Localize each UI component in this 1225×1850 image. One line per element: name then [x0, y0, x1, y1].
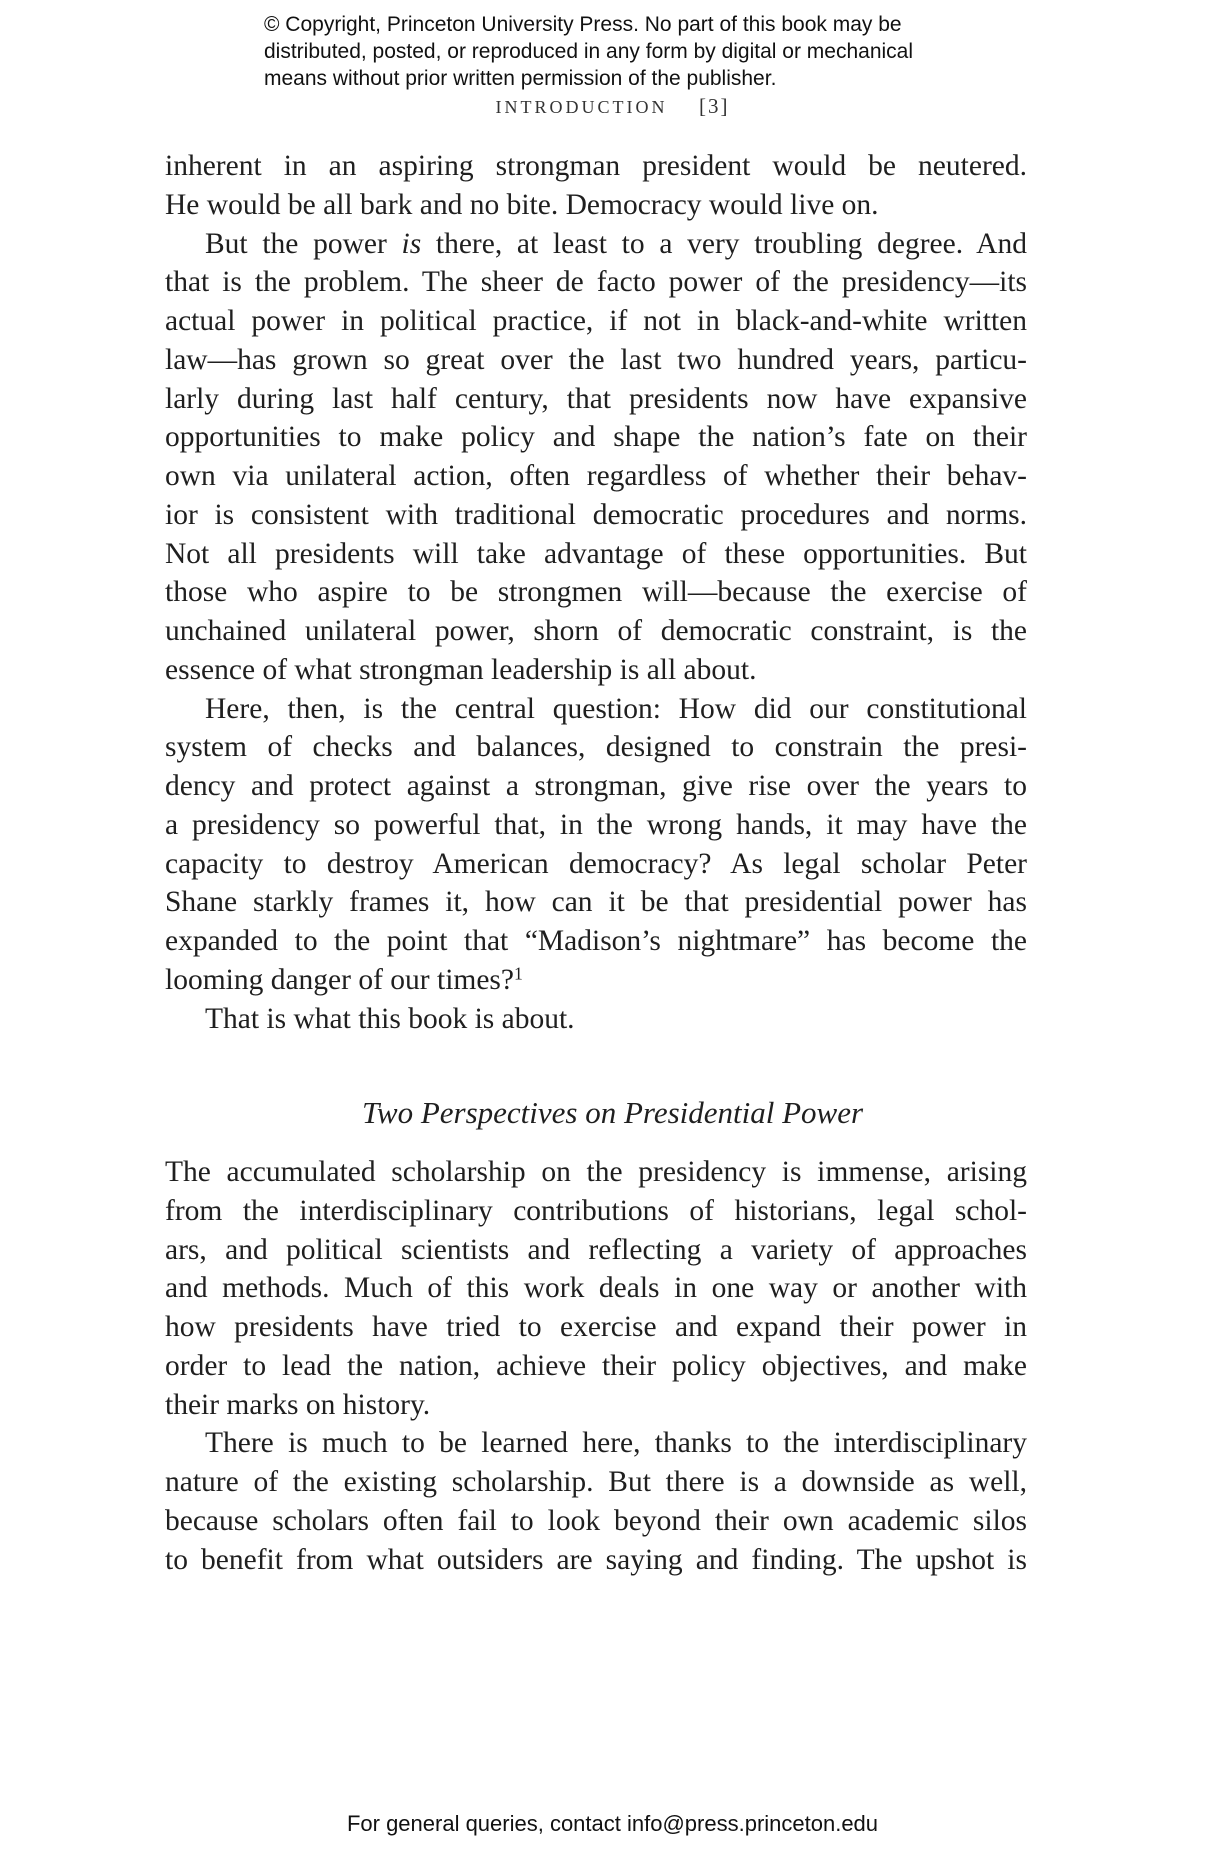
running-head-title: INTRODUCTION — [495, 97, 668, 117]
text-line: nature of the existing scholarship. But there is a downside as well, — [165, 1466, 1027, 1498]
text-line: own via unilateral action, often regardless of whether their behav- — [165, 460, 1027, 492]
text-line: from the interdisciplinary contributions of historians, legal schol- — [165, 1194, 1027, 1227]
text-line: ior is consistent with traditional democratic procedures and norms. — [165, 498, 1027, 531]
copyright-line: © Copyright, Princeton University Press. No part of this book may be — [264, 13, 902, 36]
text-line — [165, 961, 1027, 1000]
text-segment: there, at least to a very troubling degree. And — [421, 227, 1027, 260]
copyright-notice — [264, 11, 1024, 92]
text-line: because scholars often fail to look beyond their own academic silos — [165, 1504, 1027, 1537]
text-line: ars, and political scientists and reflecting a variety of approaches — [165, 1233, 1027, 1266]
text-line: There is much to be learned here, thanks to the interdisciplinary — [205, 1427, 1027, 1460]
text-line: law—has grown so great over the last two hundred years, particu- — [165, 343, 1027, 376]
text-line: That is what this book is about. — [205, 1002, 575, 1035]
text-line: The accumulated scholarship on the presidency is immense, arising — [165, 1156, 1027, 1188]
running-head — [0, 94, 1225, 119]
copyright-line: distributed, posted, or reproduced in any form by digital or mechanical — [264, 40, 914, 63]
text-line: dency and protect against a strongman, give rise over the years to — [165, 770, 1027, 802]
text-line: that is the problem. The sheer de facto power of the presidency—its — [165, 266, 1027, 299]
text-line: Not all presidents will take advantage of these opportunities. But — [165, 537, 1027, 570]
text-line: their marks on history. — [165, 1388, 431, 1421]
text-line: essence of what strongman leadership is all about. — [165, 653, 757, 686]
italic-emphasis: is — [401, 227, 422, 260]
text-line: opportunities to make policy and shape the nation’s fate on their — [165, 421, 1027, 454]
body-text-block-1 — [165, 147, 1027, 1038]
text-line: He would be all bark and no bite. Democracy would live on. — [165, 188, 879, 221]
text-line: to benefit from what outsiders are saying and finding. The upshot is — [165, 1543, 1027, 1576]
text-line: a presidency so powerful that, in the wrong hands, it may have the — [165, 808, 1027, 841]
text-line: larly during last half century, that presidents now have expansive — [165, 382, 1027, 415]
text-line: those who aspire to be strongmen will—because the exercise of — [165, 576, 1027, 609]
text-line: order to lead the nation, achieve their policy objectives, and make — [165, 1349, 1027, 1382]
text-line: expanded to the point that “Madison’s nightmare” has become the — [165, 925, 1027, 957]
section-heading: Two Perspectives on Presidential Power — [361, 1095, 864, 1130]
text-line: actual power in political practice, if not in black-and-white written — [165, 305, 1027, 337]
footer-contact: For general queries, contact info@press.princeton.edu — [346, 1811, 879, 1836]
text-line: how presidents have tried to exercise and expand their power in — [165, 1311, 1027, 1343]
text-line: Shane starkly frames it, how can it be that presidential power has — [165, 886, 1027, 919]
copyright-line: means without prior written permission of the publisher. — [264, 67, 777, 90]
text-line: unchained unilateral power, shorn of democratic constraint, is the — [165, 615, 1027, 647]
text-line: system of checks and balances, designed to constrain the presi- — [165, 731, 1027, 764]
body-text-block-2 — [165, 1153, 1027, 1579]
page-number: [3] — [698, 94, 730, 118]
text-line: Here, then, is the central question: How did our constitutional — [205, 692, 1027, 725]
footnote-marker[interactable]: 1 — [514, 963, 523, 984]
text-line: capacity to destroy American democracy? As legal scholar Peter — [165, 847, 1027, 880]
text-line: and methods. Much of this work deals in one way or another with — [165, 1272, 1027, 1305]
text-line — [165, 225, 1027, 264]
text-line: inherent in an aspiring strongman president would be neutered. — [165, 150, 1027, 182]
text-segment: looming danger of our times? — [165, 963, 515, 996]
text-segment: But the power — [205, 227, 402, 260]
